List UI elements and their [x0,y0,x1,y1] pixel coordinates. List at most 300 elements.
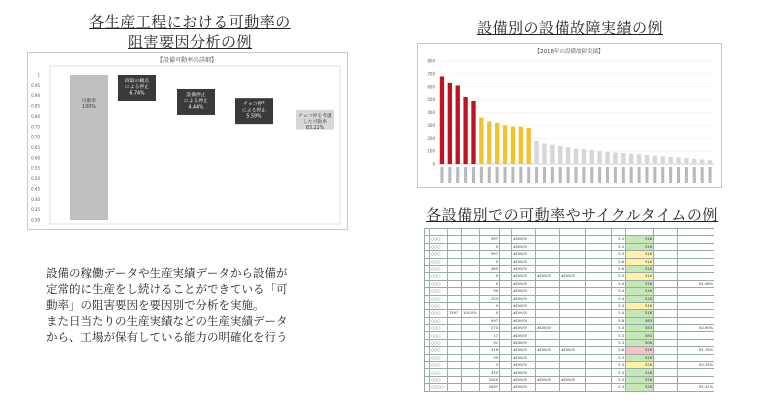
ref-cell: #DIV/0! [512,288,536,295]
table-header-cell [612,229,626,236]
ref-cell: #DIV/0! [512,251,536,258]
description-text [46,265,366,345]
table-header-cell [586,229,612,236]
value-cell: 0 [480,280,500,287]
cycle-cell: 5.3 [612,369,626,376]
percent-cell [678,354,715,361]
waterfall-ytick: 0.50 [31,176,40,182]
line-cell [448,295,462,302]
line-cell [448,325,462,332]
equipment-name-cell: ○○○ [430,310,448,317]
value-cell: 485 [480,265,500,272]
failure-bar [479,118,483,164]
blank-cell [586,354,612,361]
rate-cell [462,258,480,265]
equipment-name-cell: ○○○ [430,280,448,287]
table-row [425,295,715,302]
waterfall-ytick: 0.85 [31,103,40,109]
blank-cell [586,251,612,258]
cycle-cell: 5.4 [612,280,626,287]
flag-cell [500,317,512,324]
percent-cell [678,273,715,280]
rate-cell [462,362,480,369]
line-cell [448,265,462,272]
ref-cell: #DIV/0! [512,310,536,317]
blank-cell [586,273,612,280]
failure-bar [542,143,546,164]
blank-cell [586,288,612,295]
failure-xtick-label [464,167,467,183]
rate-cell [462,273,480,280]
value-cell: 997 [480,317,500,324]
efficiency-cell: 516 [626,236,654,243]
group-ref2-cell [560,265,586,272]
group-ref-cell: #DIV/0! [536,325,560,332]
efficiency-cell: 516 [626,354,654,361]
failure-bar [519,127,523,164]
failure-xtick-label [535,167,538,183]
flag-cell [500,273,512,280]
failure-bar [684,158,688,164]
value-cell: 91 [480,339,500,346]
line-cell [448,347,462,354]
table-header-cell [430,229,448,236]
failure-bar [661,156,665,164]
failure-xtick-label [685,167,688,183]
percent-cell [678,236,715,243]
equipment-name-cell: ○○○ [430,258,448,265]
group-ref-cell [536,362,560,369]
waterfall-ytick: 0.35 [31,207,40,213]
percent-cell [678,376,715,383]
waterfall-ytick: 0.95 [31,82,40,88]
efficiency-cell: 528 [626,362,654,369]
line-cell [448,302,462,309]
group-ref2-cell: #DIV/0! [560,273,586,280]
percent-cell: 82.90% [678,325,715,332]
table-header-cell [480,229,500,236]
table-row [425,302,715,309]
equipment-name-cell: ○○○ [430,325,448,332]
table-header-cell [678,229,715,236]
group-ref-cell: #DIV/0! [536,347,560,354]
ref-cell: #DIV/0! [512,332,536,339]
percent-cell [678,265,715,272]
failure-bar [448,83,452,164]
efficiency-cell: 516 [626,347,654,354]
waterfall-ytick: 1 [37,72,40,78]
flag-cell [500,265,512,272]
flag-cell [500,243,512,250]
failure-bar [566,147,570,164]
failure-bar [590,150,594,164]
description-line2: 定常的に生産をし続けることができている「可 [46,282,288,296]
waterfall-ytick: 0.60 [31,155,40,161]
spacer-cell [654,302,678,309]
efficiency-cell: 583 [626,325,654,332]
spacer-cell [654,288,678,295]
blank-cell [586,236,612,243]
group-ref2-cell [560,288,586,295]
cycle-cell: 5.4 [612,310,626,317]
failure-xtick-label [496,167,499,183]
failure-xtick-label [630,167,633,183]
line-cell [448,339,462,346]
percent-cell [678,288,715,295]
flag-cell [500,362,512,369]
failure-bar [708,160,712,164]
flag-cell [500,310,512,317]
group-ref2-cell [560,362,586,369]
blank-cell [586,369,612,376]
spacer-cell [654,376,678,383]
group-ref2-cell [560,302,586,309]
table-row [425,273,715,280]
ref-cell: #DIV/0! [512,317,536,324]
table-row [425,236,715,243]
group-ref-cell [536,258,560,265]
table-row [425,376,715,383]
blank-cell [586,243,612,250]
spacer-cell [654,258,678,265]
ref-cell: #DIV/0! [512,258,536,265]
rate-cell [462,376,480,383]
line-cell [448,243,462,250]
failure-xtick-label [456,167,459,183]
rate-cell [462,295,480,302]
group-ref-cell [536,369,560,376]
value-cell: 1040 [480,376,500,383]
value-cell: 0 [480,310,500,317]
failure-bar [463,97,467,164]
efficiency-cell: 583 [626,332,654,339]
percent-cell: 82.25% [678,362,715,369]
failure-xtick-label [677,167,680,183]
line-cell [448,384,462,391]
table-row [425,339,715,346]
group-ref-cell [536,265,560,272]
efficiency-cell: 516 [626,302,654,309]
line-cell [448,354,462,361]
group-ref2-cell [560,317,586,324]
failure-bar [503,125,507,164]
table-row [425,288,715,295]
cycle-cell: 5.8 [612,347,626,354]
efficiency-cell: 528 [626,369,654,376]
spacer-cell [654,332,678,339]
equipment-name-cell: ○○○ [430,362,448,369]
failure-xtick-label [645,167,648,183]
efficiency-cell: 516 [626,243,654,250]
group-ref2-cell [560,325,586,332]
percent-cell: 81.22% [678,384,715,391]
cycle-cell: 5.3 [612,362,626,369]
table-row [425,280,715,287]
percent-cell [678,258,715,265]
waterfall-bar-label: 6.74% [129,91,145,97]
failure-xtick-label [661,167,664,183]
efficiency-cell: 583 [626,317,654,324]
group-ref2-cell [560,236,586,243]
failure-ytick: 600 [427,84,435,90]
rate-cell [462,288,480,295]
table-header-cell [536,229,560,236]
blank-cell [586,362,612,369]
left-heading [60,12,320,52]
efficiency-cell: 528 [626,376,654,383]
ref-cell: #DIV/0! [512,376,536,383]
line-cell [448,251,462,258]
waterfall-bar-label: 83.22% [305,126,325,132]
availability-waterfall-chart [27,52,348,230]
failure-ytick: 400 [427,110,435,115]
flag-cell [500,251,512,258]
flag-cell [500,347,512,354]
waterfall-ytick: 0.40 [31,196,40,202]
waterfall-bar-label: による停止 [184,99,208,105]
left-heading-line2: 阻害要因分析の例 [127,33,252,51]
left-heading-line1: 各生産工程における可動率の [89,13,291,31]
efficiency-cell: 508 [626,339,654,346]
efficiency-cell: 516 [626,251,654,258]
line-cell [448,376,462,383]
failure-bar [582,149,586,164]
waterfall-bar-label: した可動率 [303,119,327,125]
equipment-name-cell: ○○○ [430,288,448,295]
spacer-cell [654,339,678,346]
failure-ytick: 100 [427,148,435,154]
failure-xtick-label [472,167,475,183]
percent-cell [678,295,715,302]
failure-bar [511,127,515,164]
percent-cell [678,317,715,324]
table-row [425,243,715,250]
failure-xtick-label [622,167,625,183]
rate-cell [462,339,480,346]
group-ref-cell [536,280,560,287]
blank-cell [586,339,612,346]
equipment-name-cell: ○○○ [430,354,448,361]
equipment-name-cell: ○○○○ [430,384,448,391]
rate-cell [462,332,480,339]
waterfall-bar-label: 4.44% [188,105,204,111]
value-cell: 0 [480,273,500,280]
line-cell [448,362,462,369]
cycle-cell: 5.8 [612,265,626,272]
failure-xtick-label [448,167,451,183]
cycle-cell: 5.3 [612,339,626,346]
table-row [425,325,715,332]
group-ref-cell [536,310,560,317]
waterfall-bar-label: 設備停止 [186,92,206,98]
failure-bar [574,149,578,164]
ref-cell: #DIV/0! [512,280,536,287]
value-cell: 17 [480,332,500,339]
table-header-row [425,229,715,236]
value-cell: 90 [480,288,500,295]
ref-cell: #DIV/0! [512,384,536,391]
table-row [425,354,715,361]
rate-cell [462,347,480,354]
group-ref2-cell [560,243,586,250]
cycle-cell: 5.3 [612,332,626,339]
cycle-cell: 5.3 [612,273,626,280]
efficiency-cell: 516 [626,273,654,280]
failure-bar [597,151,601,164]
waterfall-ytick: 0.90 [31,93,40,99]
blank-cell [586,317,612,324]
failure-chart-title: 【2018年の設備故障実績】 [534,49,604,55]
ref-cell: #DIV/0! [512,236,536,243]
line-cell: 7597 [448,310,462,317]
failure-xtick-label [693,167,696,183]
equipment-failure-chart [417,43,722,188]
waterfall-ytick: 0.65 [31,145,40,150]
equipment-name-cell: ○○○ [430,273,448,280]
cycle-cell: 5.3 [612,325,626,332]
equipment-table-container [424,228,714,398]
failure-bar [629,154,633,164]
right-top-heading: 設備別の設備故障実績の例 [476,19,663,37]
spacer-cell [654,310,678,317]
failure-bar [534,141,538,164]
failure-bar [550,145,554,164]
group-ref-cell [536,354,560,361]
group-ref-cell [536,332,560,339]
group-ref2-cell [560,332,586,339]
group-ref2-cell [560,354,586,361]
flag-cell [500,339,512,346]
table-header-cell [462,229,480,236]
cycle-cell: 5.3 [612,376,626,383]
failure-bar [621,153,625,164]
line-cell [448,258,462,265]
value-cell: 3 [480,362,500,369]
failure-xtick-label [543,167,546,183]
ref-cell: #DIV/0! [512,339,536,346]
equipment-name-cell: ○○○ [430,332,448,339]
value-cell: 5497 [480,384,500,391]
value-cell: 455 [480,369,500,376]
equipment-name-cell: ○○○ [430,376,448,383]
group-ref2-cell: #DIV/0! [560,376,586,383]
group-ref-cell [536,384,560,391]
blank-cell [586,302,612,309]
failure-bar [653,156,657,164]
failure-ytick: 200 [427,135,435,141]
spacer-cell [654,384,678,391]
table-row [425,362,715,369]
efficiency-cell: 516 [626,265,654,272]
group-ref-cell [536,302,560,309]
rate-cell [462,325,480,332]
rate-cell [462,317,480,324]
cycle-cell: 5.4 [612,288,626,295]
cycle-cell: 5.3 [612,243,626,250]
ref-cell: #DIV/0! [512,354,536,361]
equipment-name-cell: ○○○ [430,295,448,302]
failure-xtick-label [488,167,491,183]
ref-cell: #DIV/0! [512,273,536,280]
flag-cell [500,369,512,376]
failure-ytick: 0 [432,161,435,167]
rate-cell: 100.0% [462,310,480,317]
blank-cell [586,310,612,317]
table-header-cell [512,229,536,236]
line-cell [448,317,462,324]
ref-cell: #DIV/0! [512,243,536,250]
failure-bar [440,76,444,164]
failure-bar [676,158,680,164]
group-ref-cell [536,243,560,250]
waterfall-ytick: 0.75 [31,124,40,130]
waterfall-bar-label: チョコ停を考慮 [298,113,332,119]
rate-cell [462,354,480,361]
failure-xtick-label [653,167,656,183]
rate-cell [462,265,480,272]
equipment-name-cell: ○○○ [430,265,448,272]
spacer-cell [654,325,678,332]
spacer-cell [654,354,678,361]
blank-cell [586,295,612,302]
table-row [425,347,715,354]
percent-cell [678,243,715,250]
flag-cell [500,376,512,383]
waterfall-bar-label: 可動率 [81,98,97,104]
failure-bar [605,152,609,164]
group-ref-cell [536,236,560,243]
spacer-cell [654,317,678,324]
table-header-cell [560,229,586,236]
failure-bar [692,159,696,164]
equipment-name-cell: ○○○ [430,347,448,354]
rate-cell [462,251,480,258]
waterfall-ytick: 0.70 [31,134,40,140]
failure-bar [645,155,649,164]
table-row [425,265,715,272]
table-header-cell [626,229,654,236]
table-row [425,369,715,376]
efficiency-cell: 516 [626,280,654,287]
group-ref2-cell [560,280,586,287]
waterfall-ytick: 0.80 [31,113,40,119]
failure-ytick: 500 [427,97,435,103]
flag-cell [500,258,512,265]
failure-xtick-label [567,167,570,183]
spacer-cell [654,243,678,250]
flag-cell [500,354,512,361]
blank-cell [586,332,612,339]
percent-cell: 81.56% [678,280,715,287]
rate-cell [462,243,480,250]
efficiency-cell: 516 [626,288,654,295]
table-row [425,251,715,258]
failure-bar [495,123,499,164]
cycle-cell: 5.8 [612,258,626,265]
failure-xtick-label [606,167,609,183]
failure-xtick-label [614,167,617,183]
table-header-cell [500,229,512,236]
waterfall-title: 【設備可動率の詳細】 [156,57,218,64]
flag-cell [500,280,512,287]
spacer-cell [654,265,678,272]
failure-ytick: 700 [427,71,435,77]
efficiency-cell: 516 [626,295,654,302]
group-ref-cell: #DIV/0! [536,273,560,280]
failure-xtick-label [511,167,514,183]
blank-cell [586,376,612,383]
failure-bar [700,159,704,164]
